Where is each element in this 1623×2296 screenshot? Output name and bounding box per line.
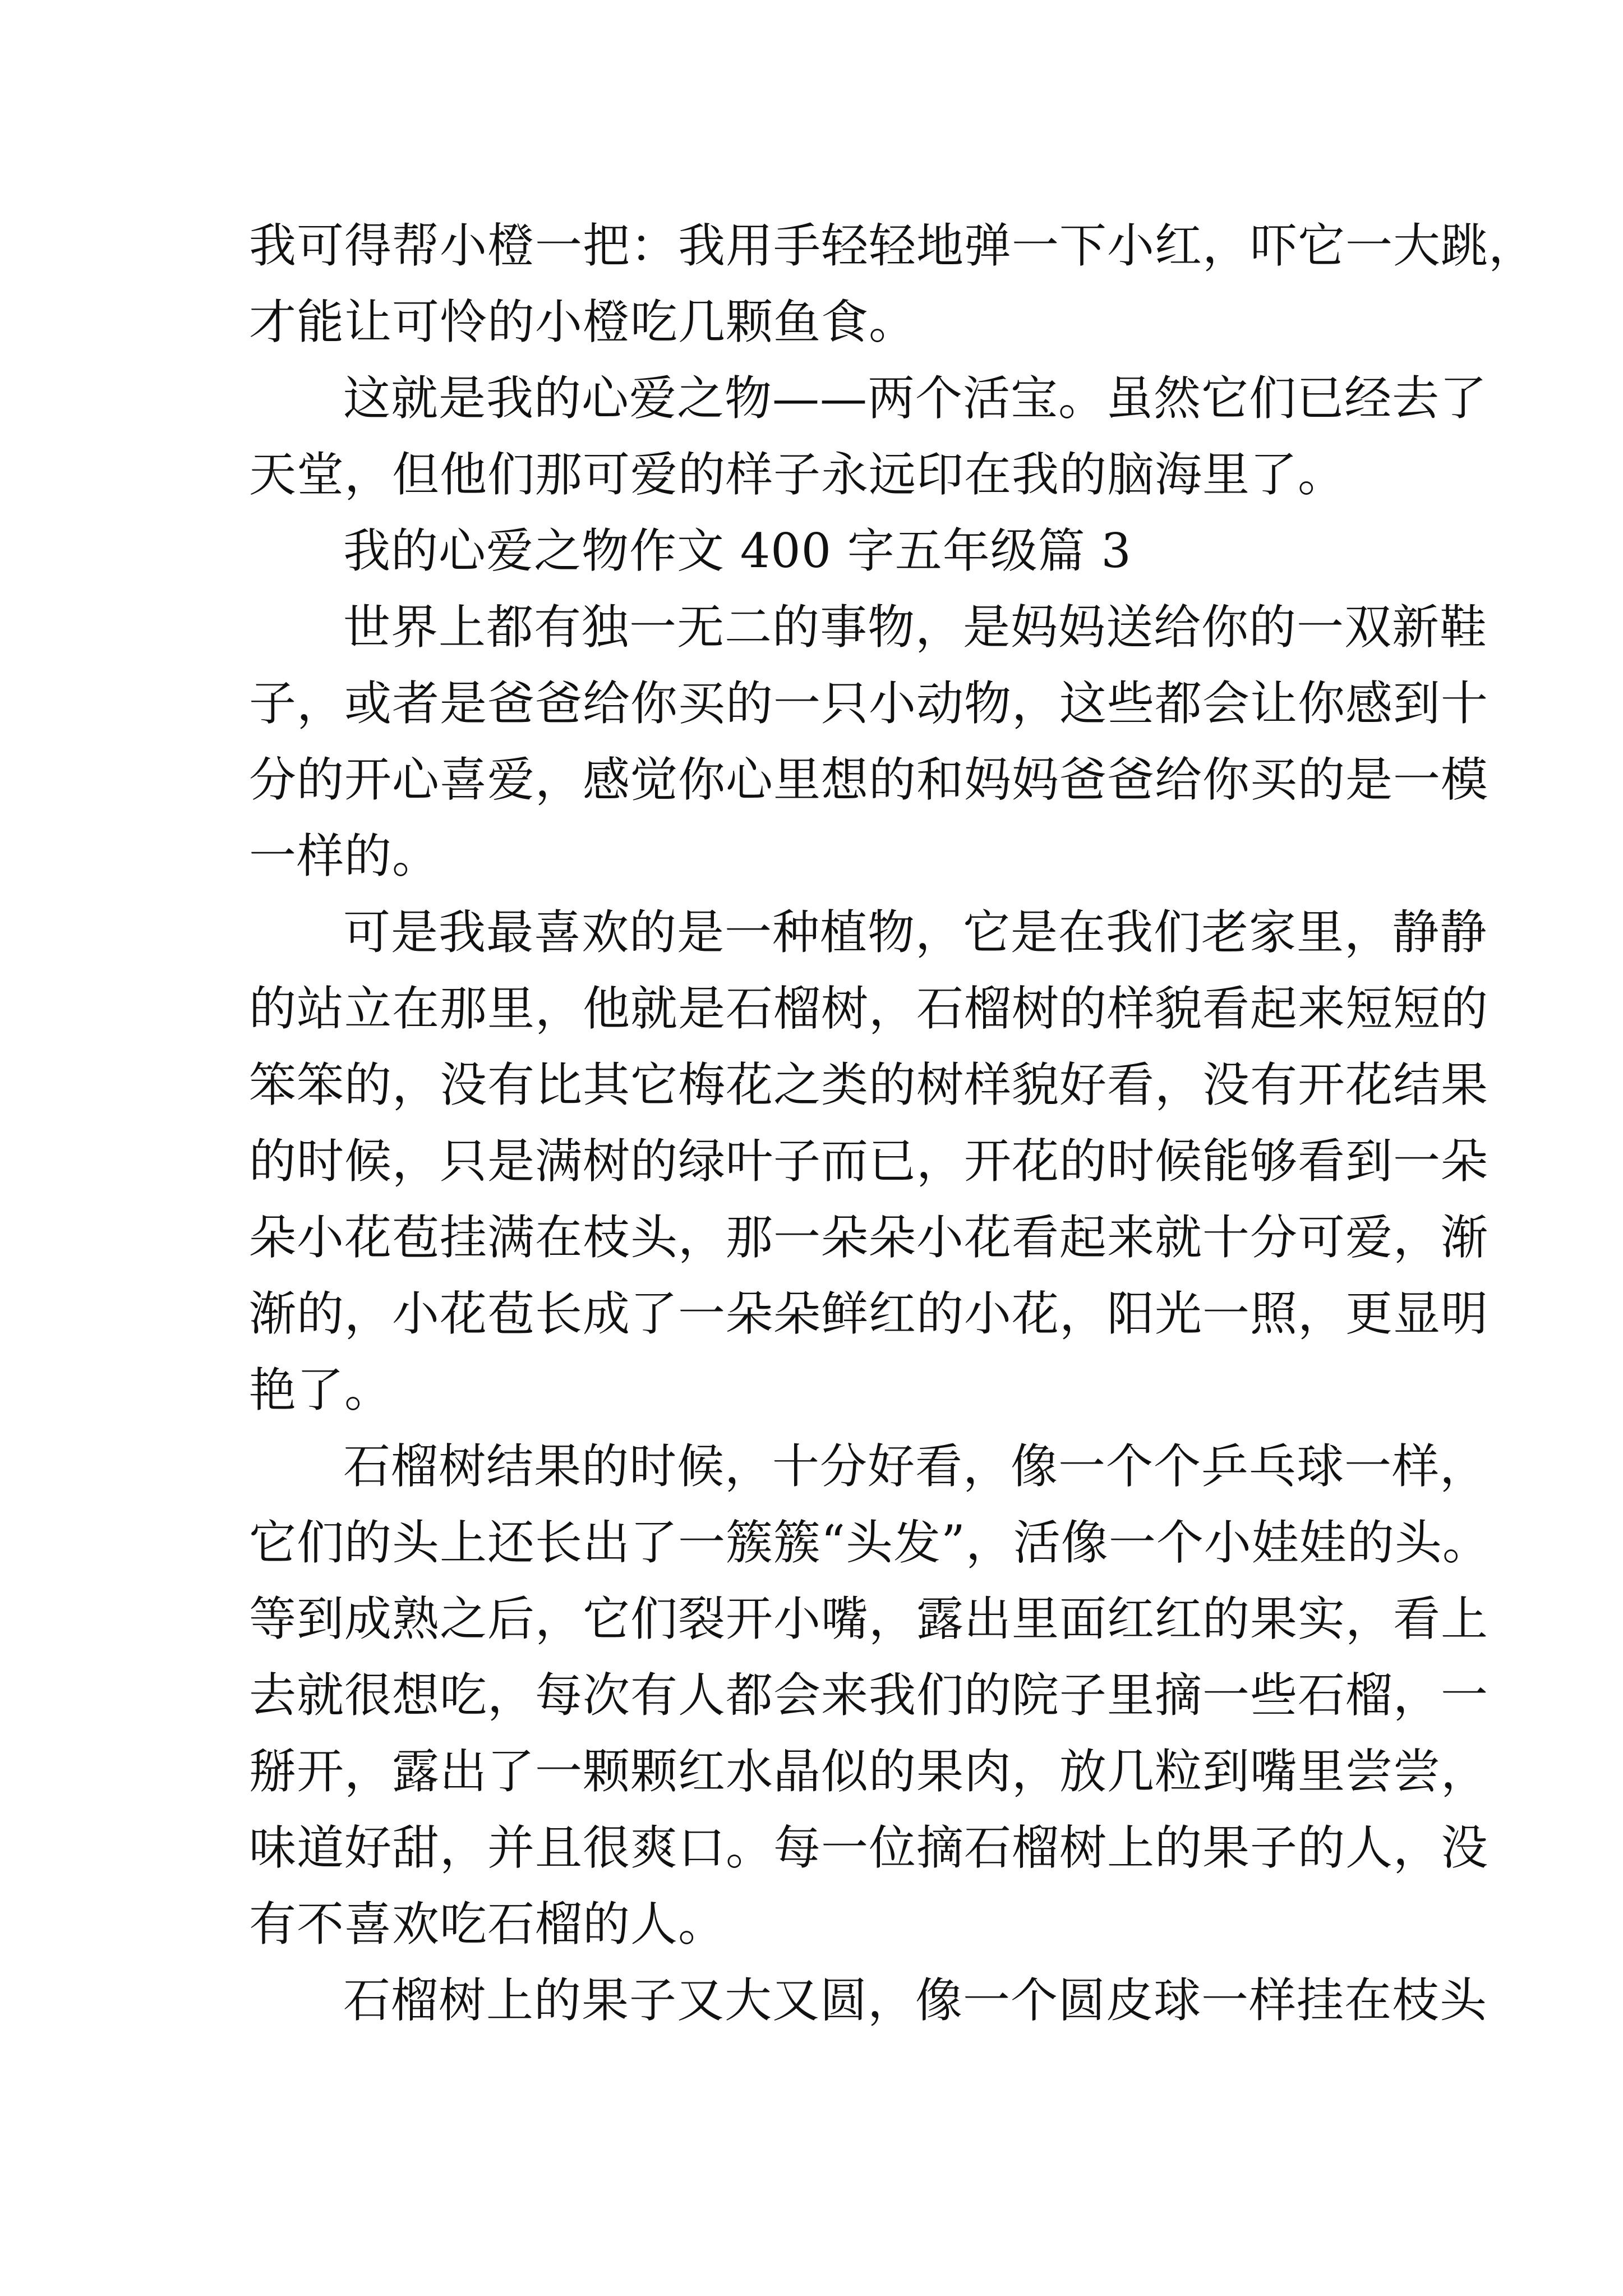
text-line: 石榴树结果的时候，十分好看，像一个个乒乓球一样， <box>343 1439 1488 1494</box>
text-line: 掰开，露出了一颗颗红水晶似的果肉，放几粒到嘴里尝尝， <box>249 1744 1489 1799</box>
text-line: 味道好甜，并且很爽口。每一位摘石榴树上的果子的人，没 <box>249 1820 1489 1875</box>
text-line: 艳了。 <box>249 1363 393 1418</box>
text-line: 有不喜欢吃石榴的人。 <box>249 1897 726 1952</box>
text-line: 这就是我的心爱之物——两个活宝。虽然它们已经去了 <box>343 371 1488 426</box>
text-line: 才能让可怜的小橙吃几颗鱼食。 <box>249 295 917 349</box>
text-line: 世界上都有独一无二的事物，是妈妈送给你的一双新鞋 <box>343 600 1488 655</box>
text-line: 一样的。 <box>249 829 440 884</box>
text-line: 天堂，但他们那可爱的样子永远印在我的脑海里了。 <box>249 447 1346 502</box>
text-line: 分的开心喜爱，感觉你心里想的和妈妈爸爸给你买的是一模 <box>249 752 1489 807</box>
text-line: 去就很想吃，每次有人都会来我们的院子里摘一些石榴，一 <box>249 1668 1489 1723</box>
text-line: 朵小花苞挂满在枝头，那一朵朵小花看起来就十分可爱，渐 <box>249 1210 1489 1265</box>
text-line: 它们的头上还长出了一簇簇“头发”，活像一个小娃娃的头。 <box>249 1515 1490 1570</box>
text-line: 可是我最喜欢的是一种植物，它是在我们老家里，静静 <box>343 905 1488 960</box>
text-line: 我可得帮小橙一把：我用手轻轻地弹一下小红，吓它一大跳， <box>249 218 1537 273</box>
essay-text <box>249 208 1537 2039</box>
text-line: 渐的，小花苞长成了一朵朵鲜红的小花，阳光一照，更显明 <box>249 1286 1489 1341</box>
text-line: 子，或者是爸爸给你买的一只小动物，这些都会让你感到十 <box>249 676 1489 731</box>
text-line: 等到成熟之后，它们裂开小嘴，露出里面红红的果实，看上 <box>249 1591 1489 1646</box>
text-line: 的时候，只是满树的绿叶子而已，开花的时候能够看到一朵 <box>249 1134 1489 1189</box>
text-line: 笨笨的，没有比其它梅花之类的树样貌好看，没有开花结果 <box>249 1057 1489 1112</box>
text-line: 石榴树上的果子又大又圆，像一个圆皮球一样挂在枝头 <box>343 1973 1488 2028</box>
section-heading: 我的心爱之物作文 400 字五年级篇 3 <box>343 523 1132 578</box>
text-line: 的站立在那里，他就是石榴树，石榴树的样貌看起来短短的 <box>249 981 1489 1036</box>
